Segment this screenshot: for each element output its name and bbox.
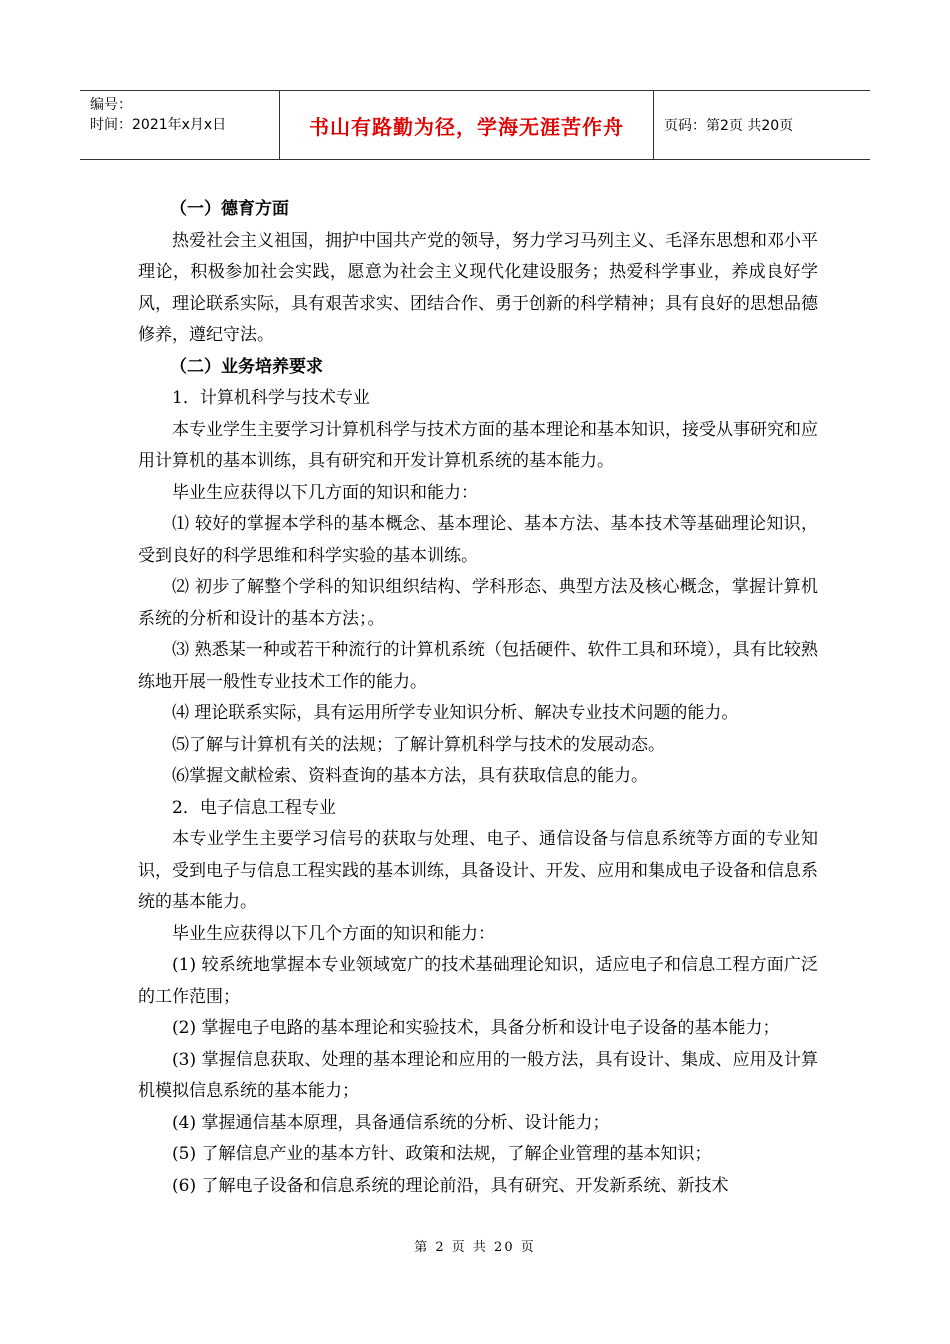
list-item: (3) 掌握信息获取、处理的基本理论和应用的一般方法，具有设计、集成、应用及计算机模拟信息系统的基本能力； bbox=[138, 1049, 818, 1101]
header-meta bbox=[80, 91, 280, 159]
paragraph: 热爱社会主义祖国，拥护中国共产党的领导，努力学习马列主义、毛泽东思想和邓小平理论，积极参加社会实践，愿意为社会主义现代化建设服务；热爱科学事业，养成良好学风，理论联系实际，具有艰苦求实、团结合作、勇于创新的科学精神；具有良好的思想品德修养，遵纪守法。 bbox=[138, 230, 818, 345]
list-item: ⑷ 理论联系实际，具有运用所学专业知识分析、解决专业技术问题的能力。 bbox=[172, 703, 739, 723]
list-item: ⑹掌握文献检索、资料查询的基本方法，具有获取信息的能力。 bbox=[172, 766, 648, 786]
list-item: (2) 掌握电子电路的基本理论和实验技术，具备分析和设计电子设备的基本能力； bbox=[172, 1018, 780, 1038]
paragraph: 本专业学生主要学习计算机科学与技术方面的基本理论和基本知识，接受从事研究和应用计算机的基本训练，具有研究和开发计算机系统的基本能力。 bbox=[138, 419, 818, 471]
subsection-title: 2．电子信息工程专业 bbox=[172, 797, 336, 818]
paragraph: 毕业生应获得以下几方面的知识和能力： bbox=[172, 482, 478, 503]
page-header bbox=[80, 90, 870, 160]
list-item: ⑶ 熟悉某一种或若干种流行的计算机系统（包括硬件、软件工具和环境），具有比较熟练地开展一般性专业技术工作的能力。 bbox=[138, 640, 818, 692]
section-heading: （二）业务培养要求 bbox=[170, 356, 323, 377]
page-footer: 第 2 页 共 20 页 bbox=[414, 1240, 536, 1255]
code-label: 编号： bbox=[90, 97, 132, 113]
time-label: 时间：2021年x月x日 bbox=[90, 117, 227, 133]
subsection-title: 1．计算机科学与技术专业 bbox=[172, 388, 370, 408]
list-item: ⑵ 初步了解整个学科的知识组织结构、学科形态、典型方法及核心概念，掌握计算机系统的分析和设计的基本方法；。 bbox=[138, 577, 818, 629]
paragraph: 本专业学生主要学习信号的获取与处理、电子、通信设备与信息系统等方面的专业知识，受到电子与信息工程实践的基本训练，具备设计、开发、应用和集成电子设备和信息系统的基本能力。 bbox=[138, 829, 818, 912]
list-item: ⑸了解与计算机有关的法规；了解计算机科学与技术的发展动态。 bbox=[172, 734, 665, 755]
list-item: (6) 了解电子设备和信息系统的理论前沿，具有研究、开发新系统、新技术 bbox=[172, 1175, 729, 1196]
document-body bbox=[138, 194, 818, 1202]
header-motto: 书山有路勤为径，学海无涯苦作舟 bbox=[280, 91, 654, 159]
header-page-info: 页码：第2页 共20页 bbox=[664, 118, 794, 134]
list-item: (4) 掌握通信基本原理，具备通信系统的分析、设计能力； bbox=[172, 1112, 610, 1133]
section-heading: （一）德育方面 bbox=[170, 199, 289, 219]
paragraph: 毕业生应获得以下几个方面的知识和能力： bbox=[172, 923, 495, 944]
list-item: (5) 了解信息产业的基本方针、政策和法规，了解企业管理的基本知识； bbox=[172, 1144, 712, 1164]
list-item: ⑴ 较好的掌握本学科的基本概念、基本理论、基本方法、基本技术等基础理论知识，受到良好的科学思维和科学实验的基本训练。 bbox=[138, 514, 818, 566]
list-item: (1) 较系统地掌握本专业领域宽广的技术基础理论知识，适应电子和信息工程方面广泛的工作范围； bbox=[138, 955, 818, 1007]
